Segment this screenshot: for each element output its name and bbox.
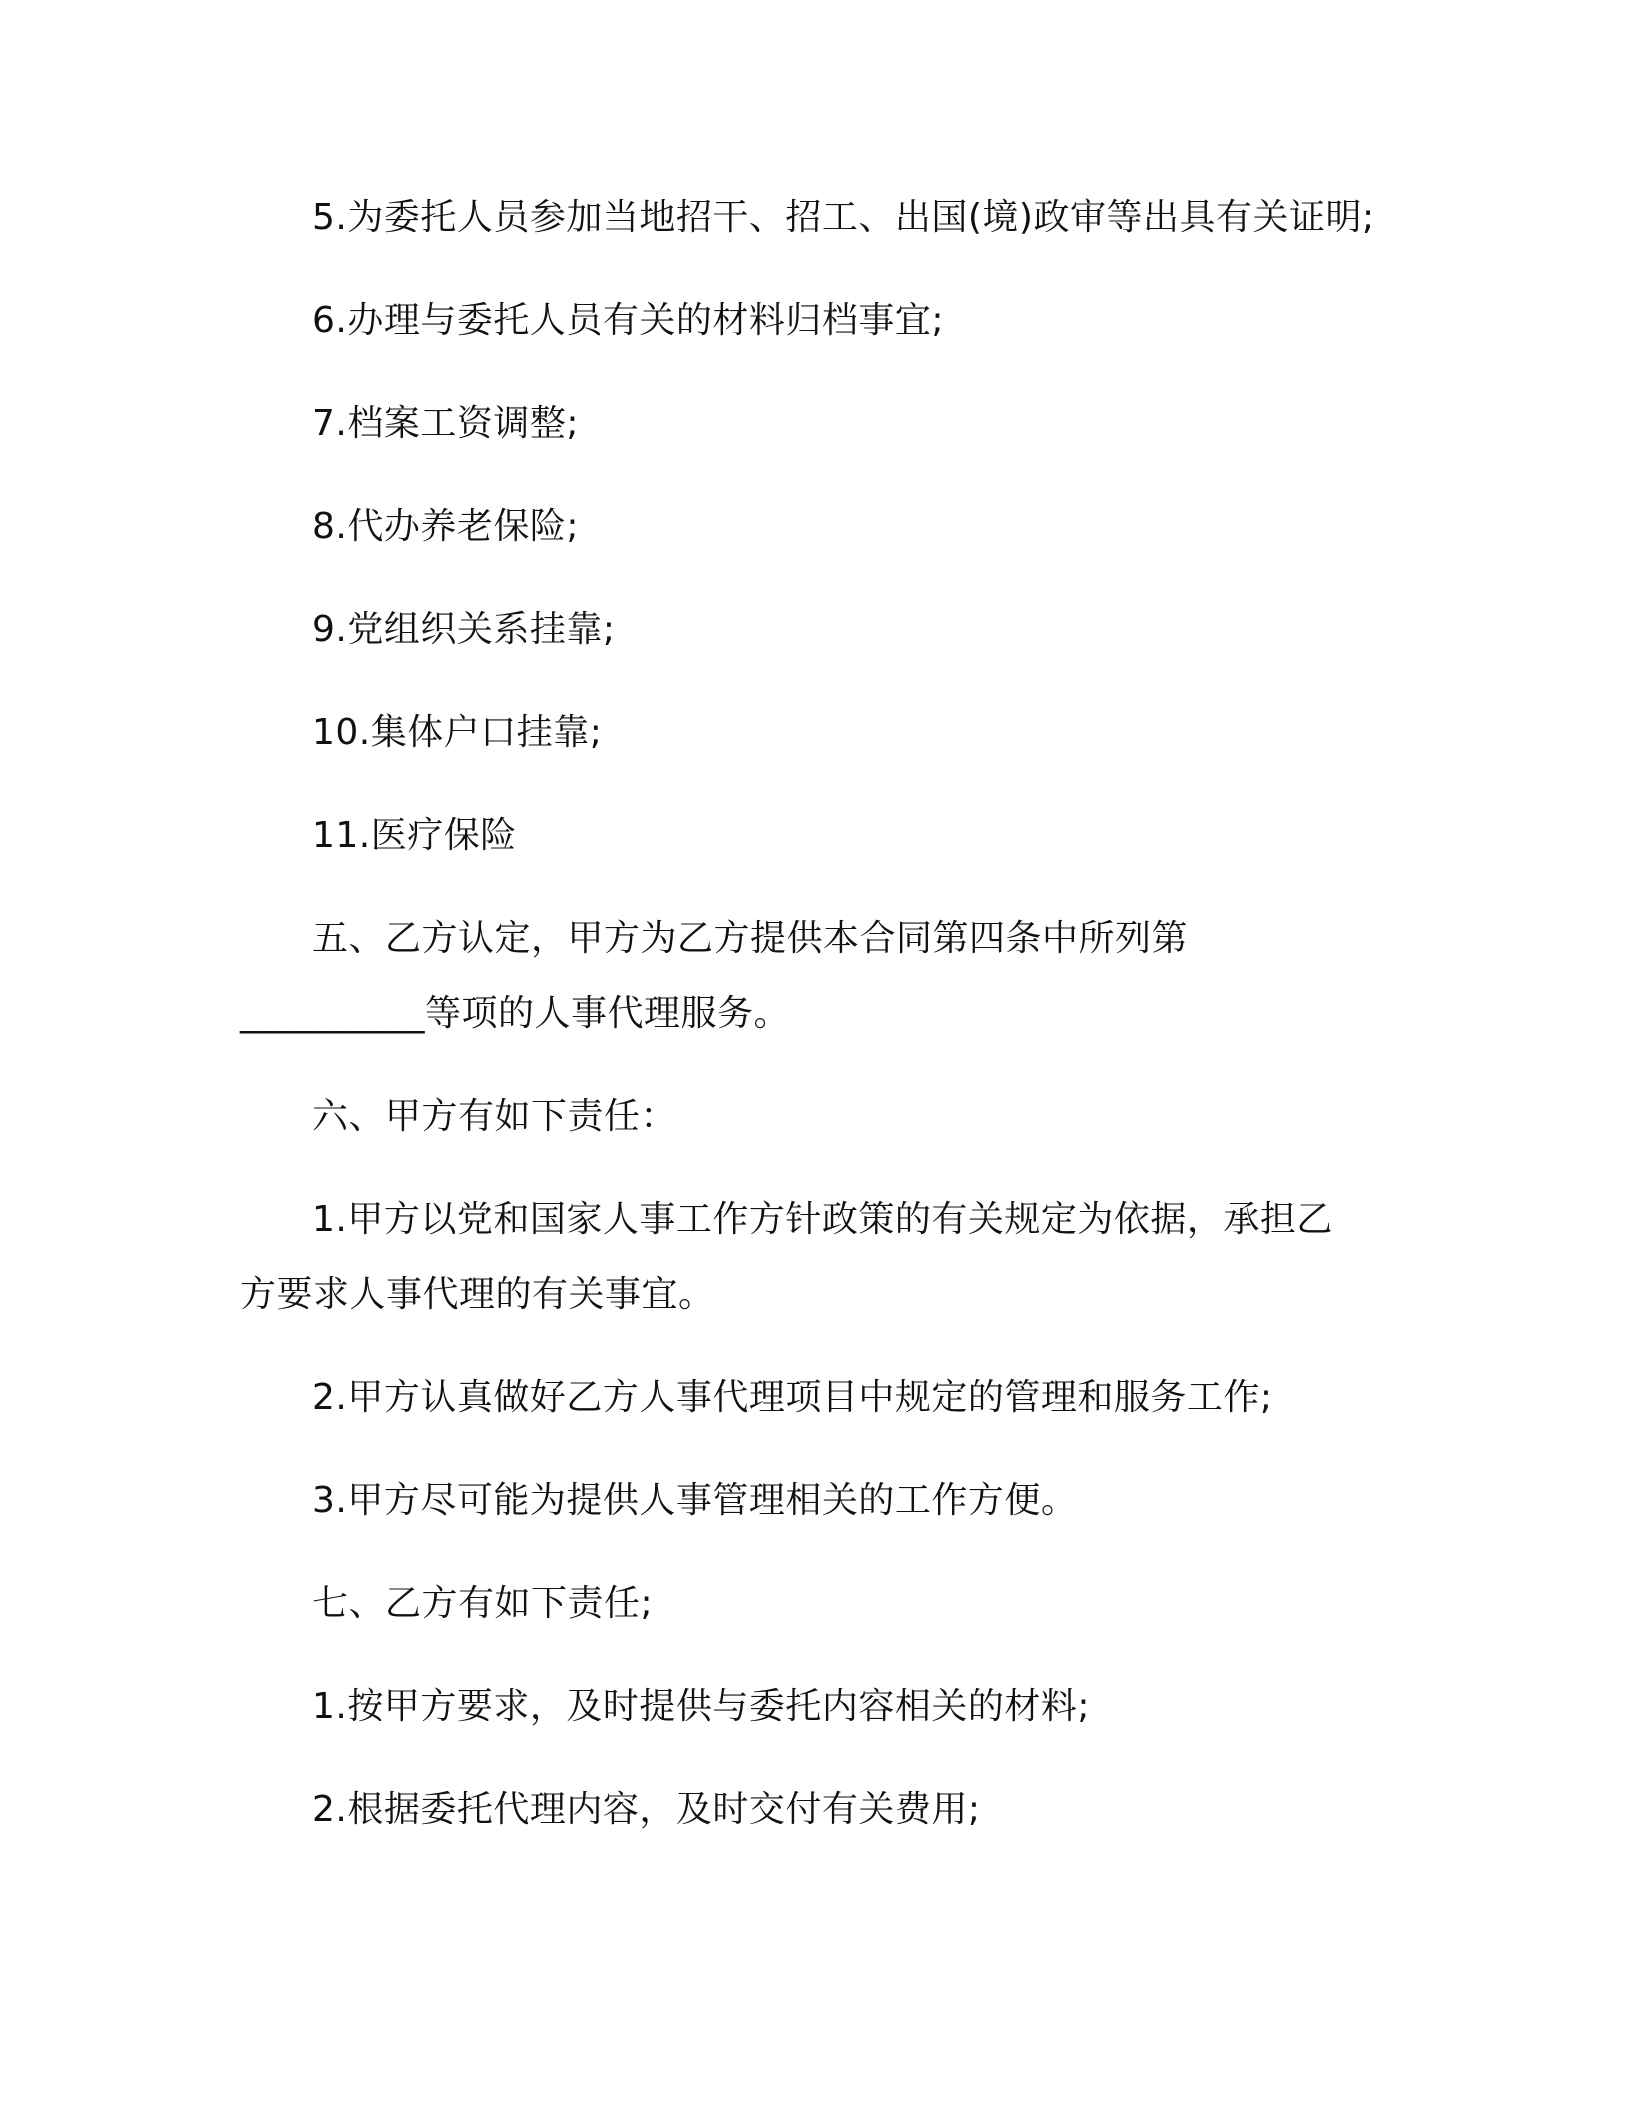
clause-six-item-1-line-2: 方要求人事代理的有关事宜。 (240, 1274, 715, 1315)
paragraph-item-9: 9.党组织关系挂靠; (312, 609, 616, 650)
clause-seven-item-2: 2.根据委托代理内容，及时交付有关费用; (312, 1789, 981, 1830)
clause-seven-heading: 七、乙方有如下责任; (312, 1583, 654, 1624)
paragraph-item-7: 7.档案工资调整; (312, 403, 579, 444)
clause-seven-item-1: 1.按甲方要求，及时提供与委托内容相关的材料; (312, 1686, 1090, 1727)
paragraph-item-11: 11.医疗保险 (312, 815, 517, 856)
paragraph-item-10: 10.集体户口挂靠; (312, 712, 603, 753)
paragraph-item-5: 5.为委托人员参加当地招干、招工、出国(境)政审等出具有关证明; (312, 197, 1375, 238)
clause-five-line-2: __________等项的人事代理服务。 (240, 993, 791, 1034)
clause-six-heading: 六、甲方有如下责任： (312, 1096, 678, 1137)
paragraph-item-6: 6.办理与委托人员有关的材料归档事宜; (312, 300, 944, 341)
clause-six-item-3: 3.甲方尽可能为提供人事管理相关的工作方便。 (312, 1480, 1078, 1521)
paragraph-item-8: 8.代办养老保险; (312, 506, 579, 547)
clause-six-item-1-line-1: 1.甲方以党和国家人事工作方针政策的有关规定为依据，承担乙 (312, 1199, 1333, 1240)
clause-six-item-2: 2.甲方认真做好乙方人事代理项目中规定的管理和服务工作; (312, 1377, 1273, 1418)
clause-five-line-1: 五、乙方认定，甲方为乙方提供本合同第四条中所列第 (312, 918, 1189, 959)
